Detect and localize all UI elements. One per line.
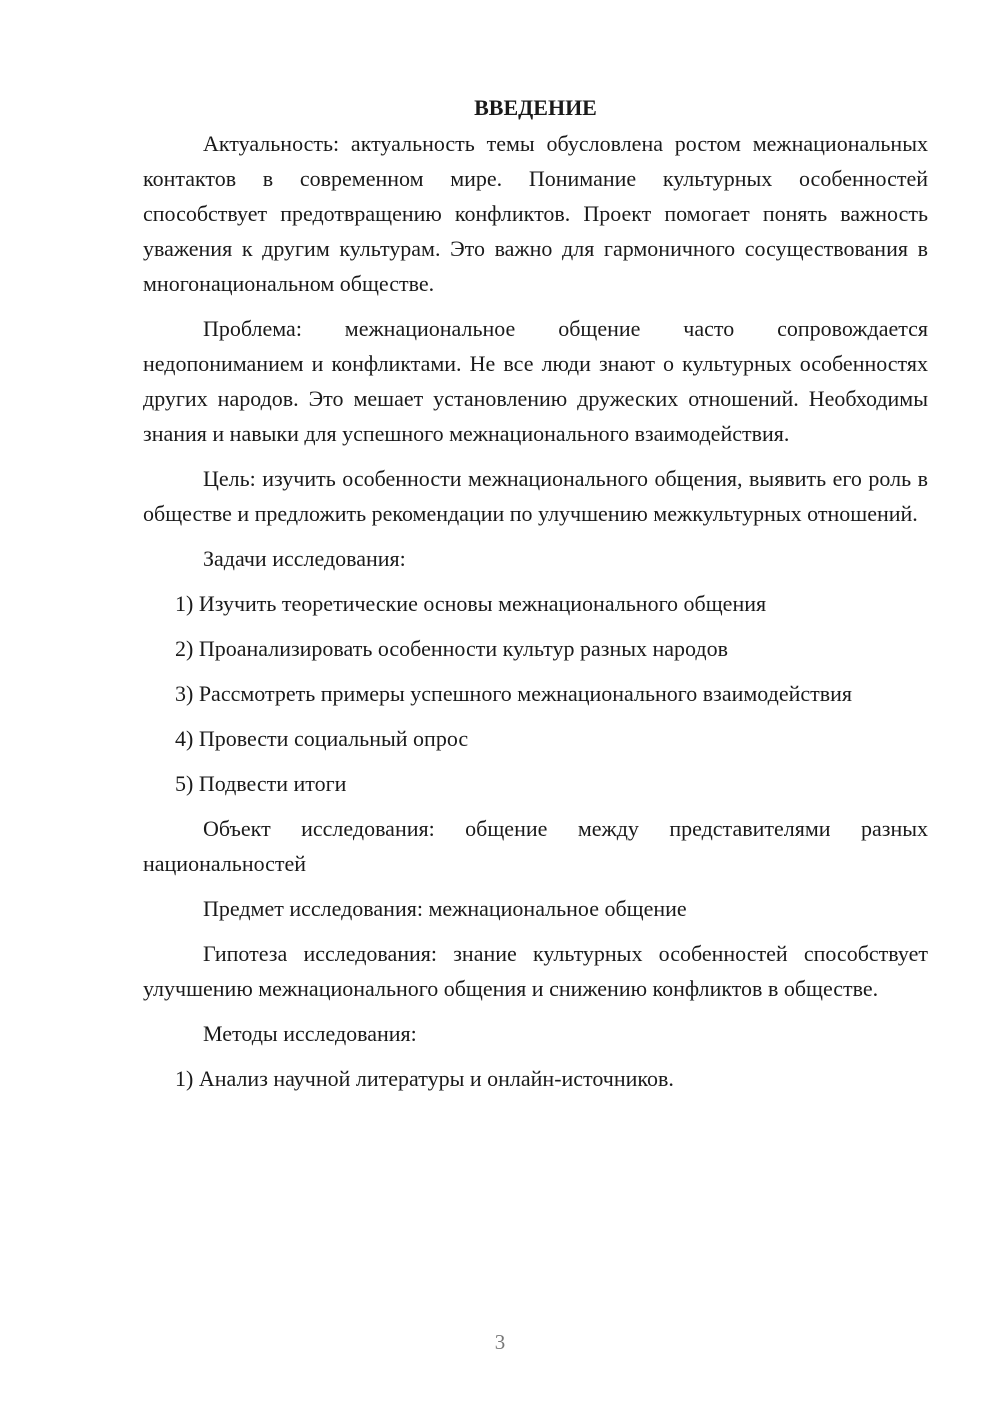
paragraph-subject: Предмет исследования: межнациональное общение xyxy=(203,896,687,921)
tasks-heading: Задачи исследования: xyxy=(203,546,406,571)
task-item-3: 3) Рассмотреть примеры успешного межнационального взаимодействия xyxy=(175,681,853,706)
document-page xyxy=(143,90,928,1106)
task-item-5: 5) Подвести итоги xyxy=(175,771,347,796)
page-number: 3 xyxy=(494,1330,506,1354)
method-item-1: 1) Анализ научной литературы и онлайн-источников. xyxy=(175,1066,674,1091)
paragraph-object: Объект исследования: общение между представителями разных национальностей xyxy=(143,816,928,876)
task-item-4: 4) Провести социальный опрос xyxy=(175,726,469,751)
methods-heading: Методы исследования: xyxy=(203,1021,417,1046)
paragraph-hypothesis: Гипотеза исследования: знание культурных особенностей способствует улучшению межнационального общения и снижению конфликтов в обществе. xyxy=(143,941,928,1001)
paragraph-goal: Цель: изучить особенности межнационального общения, выявить его роль в обществе и предложить рекомендации по улучшению межкультурных отношений. xyxy=(143,466,928,526)
task-item-1: 1) Изучить теоретические основы межнационального общения xyxy=(175,591,767,616)
paragraph-relevance: Актуальность: актуальность темы обусловлена ростом межнациональных контактов в современном мире. Понимание культурных особенностей способствует предотвращению конфликтов. Проект помогает понять важность уважения к другим культурам. Это важно для гармоничного сосуществования в многонациональном обществе. xyxy=(143,131,928,296)
document-title: ВВЕДЕНИЕ xyxy=(474,95,597,120)
paragraph-problem: Проблема: межнациональное общение часто сопровождается недопониманием и конфликтами. Не все люди знают о культурных особенностях других народов. Это мешает установлению дружеских отношений. Необходимы знания и навыки для успешного межнационального взаимодействия. xyxy=(143,316,928,446)
task-item-2: 2) Проанализировать особенности культур разных народов xyxy=(175,636,728,661)
